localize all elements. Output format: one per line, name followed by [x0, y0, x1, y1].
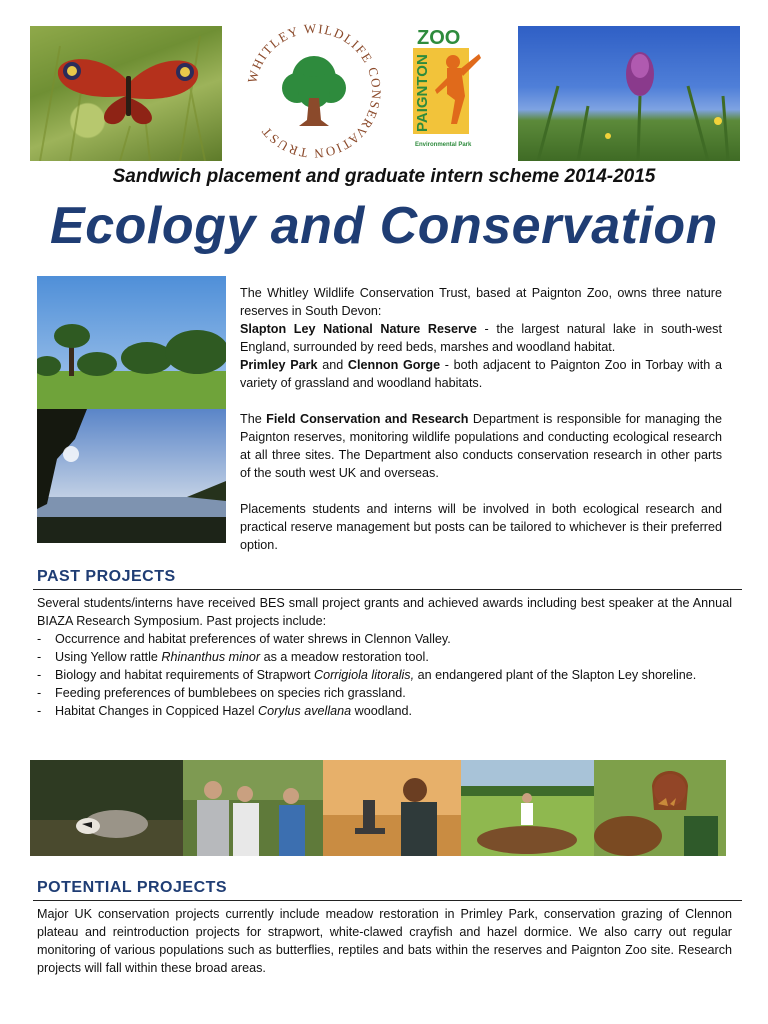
- reserve-desc: - the largest natural lake in south-west England, surrounded by reed beds, marshes and woodland habitat.: [240, 322, 722, 354]
- past-projects-heading: PAST PROJECTS: [37, 568, 176, 585]
- past-projects-body: [37, 594, 732, 720]
- butterfly-handling-photo: [594, 760, 726, 856]
- orchid-flower-icon: [518, 26, 740, 161]
- field-work-photo-strip: [30, 760, 726, 856]
- text-run: The: [240, 412, 267, 426]
- zoo-logo-side: PAIGNTON: [414, 54, 431, 132]
- potential-projects-text: Major UK conservation projects currently include meadow restoration in Primley Park, conservation grazing of Clennon plateau and reintroduction projects for strapwort, white-clawed crayfish and hazel dormice. We also carry out regular monitoring of various populations such as butterflies, reptiles and bats within the reserves and Paignton Zoo site. Research projects will fall within these broad areas.: [37, 907, 732, 975]
- page-title: Ecology and Conservation: [50, 197, 718, 255]
- meadow-work-photo: [461, 760, 594, 856]
- zoo-logo-bottom: Environmental Park: [415, 142, 472, 148]
- oak-tree-icon: [282, 56, 346, 126]
- students-field-photo: [183, 760, 323, 856]
- list-dash: -: [37, 650, 42, 664]
- zoo-logo-top: ZOO: [417, 27, 461, 49]
- reserve-slapton: [240, 320, 722, 356]
- department-name: Field Conservation and Research: [266, 412, 469, 426]
- species-name: Corrigiola litoralis,: [314, 668, 415, 682]
- intro-paragraph: The Whitley Wildlife Conservation Trust, based at Paignton Zoo, owns three nature reserves in South Devon:: [240, 286, 722, 318]
- department-paragraph: [240, 410, 722, 482]
- text-run: Biology and habitat requirements of Strapwort: [55, 668, 315, 682]
- text-run: Occurrence and habitat preferences of water shrews in Clennon Valley.: [55, 632, 451, 646]
- list-dash: -: [37, 668, 42, 682]
- text-run: Feeding preferences of bumblebees on species rich grassland.: [55, 686, 406, 700]
- section-divider: [33, 589, 742, 590]
- text-run: Department is responsible for managing the Paignton reserves, monitoring wildlife populations and conducting ecological research at all three sites. The Department also conducts conservation research in other parts of the south west UK and overseas.: [240, 412, 723, 480]
- species-name: Corylus avellana: [258, 704, 352, 718]
- badger-photo: [30, 760, 183, 856]
- list-item: [37, 684, 732, 702]
- placements-paragraph: Placements students and interns will be involved in both ecological research and practical reserve management but posts can be tailored to whichever is their preferred option.: [240, 502, 722, 552]
- wwct-logo: [243, 20, 385, 162]
- wwct-logo-text: WHITLEY WILDLIFE CONSERVATION TRUST: [244, 20, 385, 162]
- lake-photo: [37, 409, 226, 543]
- past-projects-list: [37, 630, 732, 720]
- reserve-name: Slapton Ley National Nature Reserve: [240, 322, 477, 336]
- text-run: Habitat Changes in Coppiced Hazel: [55, 704, 259, 718]
- paignton-zoo-logo: [411, 24, 485, 152]
- list-item: [37, 630, 732, 648]
- parkland-photo: [37, 276, 226, 409]
- lab-microscope-photo: [323, 760, 461, 856]
- list-item: [37, 702, 732, 720]
- section-divider: [33, 900, 742, 901]
- potential-projects-heading: POTENTIAL PROJECTS: [37, 879, 228, 896]
- text-run: an endangered plant of the Slapton Ley shoreline.: [414, 668, 697, 682]
- reserve-name: Primley Park: [240, 358, 318, 372]
- text-run: Using Yellow rattle: [55, 650, 162, 664]
- reserve-desc: - both adjacent to Paignton Zoo in Torbay with a variety of grassland and woodland habitats.: [240, 358, 722, 390]
- list-dash: -: [37, 686, 42, 700]
- conjunction: and: [317, 358, 348, 372]
- reserve-name: Clennon Gorge: [347, 358, 441, 372]
- past-projects-intro: Several students/interns have received BES small project grants and achieved awards including best speaker at the Annual BIAZA Research Symposium. Past projects include:: [37, 596, 732, 628]
- butterfly-photo: [30, 26, 222, 161]
- species-name: Rhinanthus minor: [161, 650, 261, 664]
- list-dash: -: [37, 632, 42, 646]
- peacock-butterfly-icon: [30, 26, 222, 161]
- text-run: woodland.: [351, 704, 413, 718]
- reserve-primley-clennon: [240, 356, 722, 392]
- scheme-subtitle: Sandwich placement and graduate intern scheme 2014-2015: [112, 166, 656, 187]
- list-dash: -: [37, 704, 42, 718]
- list-item: [37, 648, 732, 666]
- orchid-photo: [518, 26, 740, 161]
- list-item: [37, 666, 732, 684]
- text-run: as a meadow restoration tool.: [260, 650, 429, 664]
- intro-text: [240, 284, 722, 554]
